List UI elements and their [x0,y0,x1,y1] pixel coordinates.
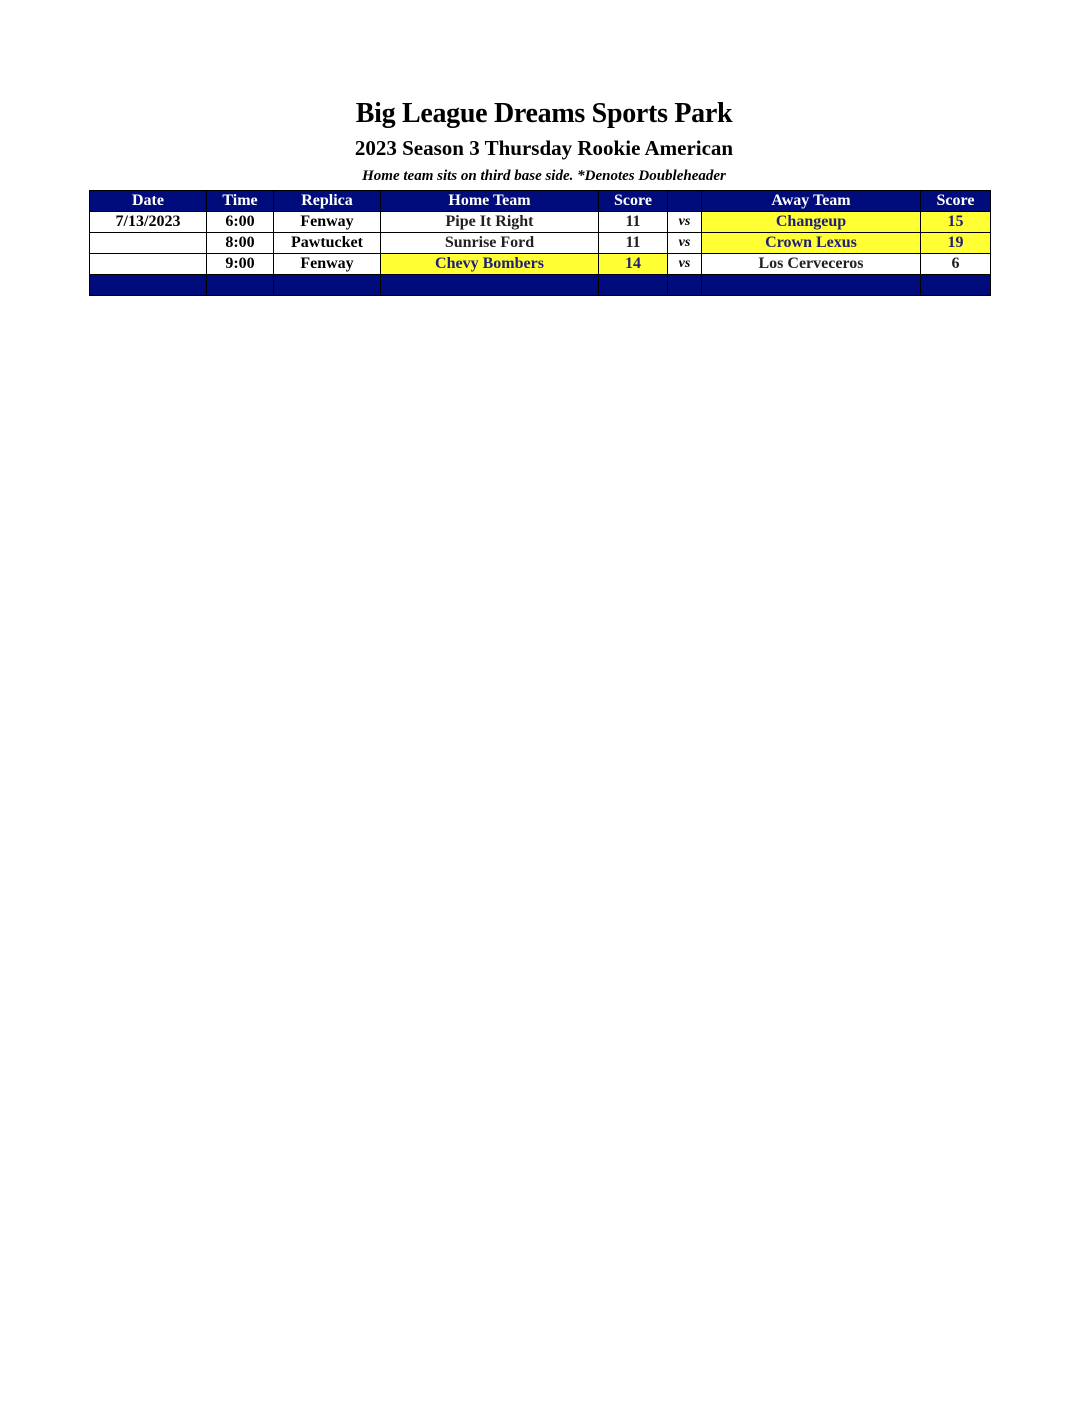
schedule-table [89,190,991,296]
cell-home-team: Chevy Bombers [381,254,599,275]
footer-cell [207,275,274,296]
column-header-replica: Replica [274,191,381,212]
cell-vs: vs [668,212,702,233]
footer-cell [668,275,702,296]
cell-replica: Pawtucket [274,233,381,254]
cell-away-score: 6 [921,254,991,275]
column-header-home-team: Home Team [381,191,599,212]
column-header-date: Date [90,191,207,212]
table-row [90,254,991,275]
cell-replica: Fenway [274,212,381,233]
footer-cell [274,275,381,296]
footer-cell [90,275,207,296]
column-header-home-score: Score [599,191,668,212]
cell-replica: Fenway [274,254,381,275]
column-header-vs [668,191,702,212]
cell-date [90,233,207,254]
footer-cell [381,275,599,296]
cell-home-score: 11 [599,212,668,233]
cell-away-team: Los Cerveceros [702,254,921,275]
page-title: Big League Dreams Sports Park [355,98,733,129]
cell-vs: vs [668,233,702,254]
cell-home-score: 11 [599,233,668,254]
column-header-away-score: Score [921,191,991,212]
schedule-note: Home team sits on third base side. *Denotes Doubleheader [362,168,726,184]
table-row [90,233,991,254]
cell-away-team: Crown Lexus [702,233,921,254]
cell-date [90,254,207,275]
table-header-row [90,191,991,212]
column-header-away-team: Away Team [702,191,921,212]
cell-home-score: 14 [599,254,668,275]
cell-vs: vs [668,254,702,275]
cell-date: 7/13/2023 [90,212,207,233]
footer-cell [599,275,668,296]
table-row [90,212,991,233]
cell-home-team: Pipe It Right [381,212,599,233]
table-footer-row [90,275,991,296]
column-header-time: Time [207,191,274,212]
cell-time: 6:00 [207,212,274,233]
page-subtitle: 2023 Season 3 Thursday Rookie American [354,136,734,160]
footer-cell [921,275,991,296]
cell-away-score: 15 [921,212,991,233]
cell-time: 9:00 [207,254,274,275]
cell-away-score: 19 [921,233,991,254]
cell-time: 8:00 [207,233,274,254]
footer-cell [702,275,921,296]
cell-home-team: Sunrise Ford [381,233,599,254]
cell-away-team: Changeup [702,212,921,233]
